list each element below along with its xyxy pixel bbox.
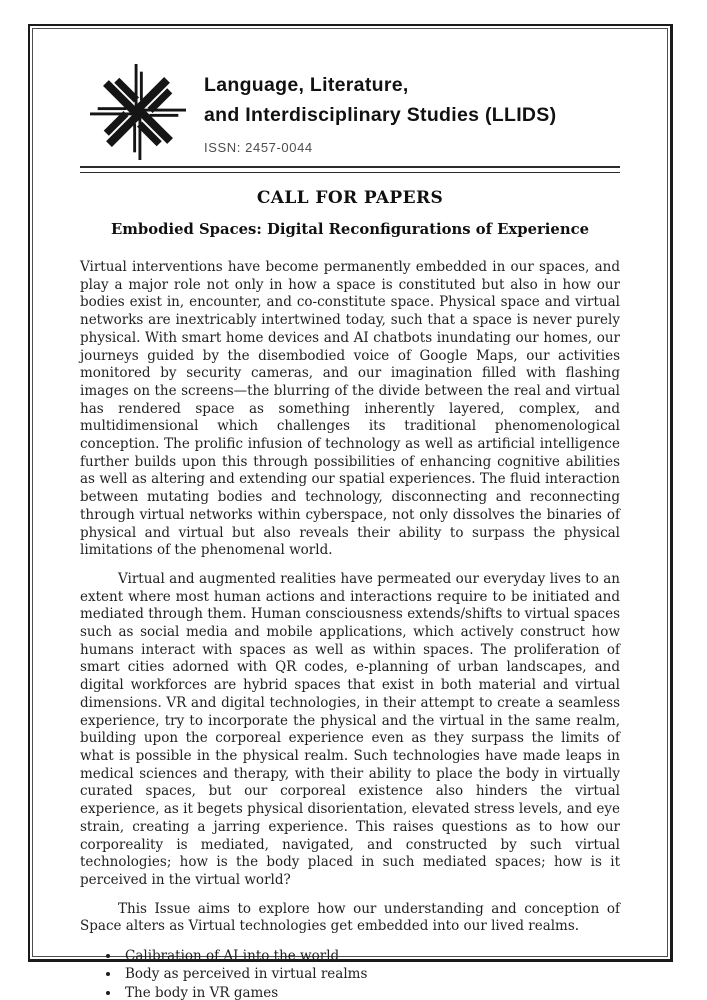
issue-theme-title: Embodied Spaces: Digital Reconfigurations of Experience: [110, 221, 590, 238]
body-paragraph-1: Virtual interventions have become permanently embedded in our spaces, and play a major role not only in how a space is constituted but also in how our bodies exist in, encounter, and co-constitute space. Physical space and virtual networks are inextricably intertwined today, such that a space is never purely physical. With smart home devices and AI chatbots inundating our homes, our journeys guided by the disembodied voice of Google Maps, our activities monitored by security cameras, and our imagination filled with flashing images on the screens—the blurring of the divide between the real and virtual has rendered space as something inherently layered, complex, and multidimensional which challenges its traditional phenomenological conception. The prolific infusion of technology as well as artificial intelligence further builds upon this through possibilities of enhancing cognitive abilities as well as altering and extending our spatial experiences. The fluid interaction between mutating bodies and technology, disconnecting and reconnecting through virtual networks within cyberspace, not only dissolves the binaries of physical and virtual but also reveals their ability to surpass the physical limitations of the phenomenal world.: [80, 259, 620, 559]
journal-title-line1: Language, Literature,: [204, 74, 409, 96]
journal-title: [204, 70, 556, 130]
topic-item-1: • Calibration of AI into the world: [121, 947, 620, 965]
issn-number: ISSN: 2457-0044: [204, 140, 313, 155]
topic-item-2: • Body as perceived in virtual realms: [121, 965, 620, 983]
llids-star-logo: [90, 64, 186, 160]
body-paragraph-3: This Issue aims to explore how our understanding and conception of Space alters as Virtual technologies get embedded into our lived realms.: [80, 900, 620, 935]
call-for-papers-heading: CALL FOR PAPERS: [256, 188, 444, 208]
journal-title-line2: and Interdisciplinary Studies (LLIDS): [204, 104, 557, 126]
page-border-frame: [28, 24, 673, 1000]
masthead-text: [204, 64, 556, 155]
body-paragraph-2: Virtual and augmented realities have permeated our everyday lives to an extent where most human actions and interactions require to be initiated and mediated through them. Human consciousness extends/shifts to virtual spaces such as social media and mobile applications, which actively construct how humans interact with spaces as well as within spaces. The proliferation of smart cities adorned with QR codes, e-planning of urban landscapes, and digital workforces are hybrid spaces that exist in both material and virtual dimensions. VR and digital technologies, in their attempt to create a seamless experience, try to incorporate the physical and the virtual in the same realm, building upon the corporeal experience even as they surpass the limits of what is possible in the physical realm. Such technologies have made leaps in medical sciences and therapy, with their ability to place the body in virtually curated spaces, but our corporeal existence also hinders the virtual experience, as it begets physical disorientation, elevated stress levels, and eye strain, creating a jarring experience. This raises questions as to how our corporeality is mediated, navigated, and constructed by such virtual technologies; how is the body placed in such mediated spaces; how is it perceived in the virtual world?: [80, 570, 620, 888]
topics-list: [80, 947, 620, 1000]
page-content: [80, 64, 620, 1000]
journal-masthead: [80, 64, 620, 160]
header-divider-rule: [80, 166, 620, 173]
topic-item-3: • The body in VR games: [121, 984, 620, 1000]
